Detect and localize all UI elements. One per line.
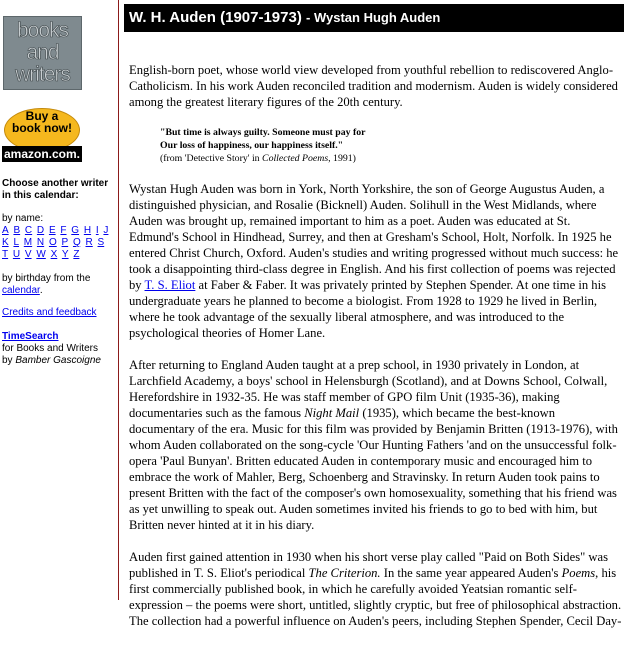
bio-paragraph-2: After returning to England Auden taught at a prep school, in 1930 privately in London, at Larchfield Academy, a boys' school in Helensburgh (Scotland), and at Downs School, Colwall, Herefordshire in 1932-35. He was staff member of GPO film Unit (1935-36), making documentaries such as the famous Night Mail (1935), which became the best-known documentary of the era. Music for this film was provided by Benjamin Britten (1913-1976), with whom Auden collaborated on the song-cycle 'Our Hunting Fathers 'and on the unsuccessful folk-opera 'Paul Bunyan'. Britten educated Auden in contemporary music and encouraged him to embrace the work of Mahler, Berg, Schoenberg and Stravinsky. In return Auden took pains to present Britten with the fact of the composer's own homosexuality, something that his friend was as yet unwilling to speak out. Auden sometimes invited his friends to go to bed with him, but Britten never hinted at it in his diary. xyxy=(129,358,618,532)
timesearch-block xyxy=(2,331,116,367)
choose-writer-heading: Choose another writer in this calendar: xyxy=(2,178,109,201)
letter-link-i[interactable]: I xyxy=(95,225,99,236)
logo-word: and xyxy=(26,41,59,64)
letter-link-c[interactable]: C xyxy=(24,225,33,236)
letter-link-s[interactable]: S xyxy=(97,237,105,248)
letter-link-u[interactable]: U xyxy=(12,249,21,260)
bio-paragraph-3: Auden first gained attention in 1930 when his short verse play called "Paid on Both Sides" was published in T. S. Eliot's periodical The Criterion. In the same year appeared Auden's Poems, his first commercially published book, in which he carefully avoided Yeatsian romantic self-expression – the poems were short, untitled, slightly cryptic, but free of philosophical abstraction. The collection had a powerful influence on Auden's peers, including Stephen Spender, Cecil Day- xyxy=(129,550,622,628)
books-and-writers-logo[interactable] xyxy=(3,16,82,90)
by-name-label: by name: xyxy=(2,213,44,224)
letter-link-t[interactable]: T xyxy=(2,249,9,260)
epigraph-quote xyxy=(160,126,622,165)
letter-link-a[interactable]: A xyxy=(2,225,9,236)
timesearch-author: Bamber Gascoigne xyxy=(15,355,101,366)
letter-link-q[interactable]: Q xyxy=(72,237,81,248)
book-title: Poems xyxy=(561,566,596,580)
by-birthday: by birthday from the calendar. xyxy=(2,273,91,296)
quote-source: (from 'Detective Story' in xyxy=(160,153,260,164)
quote-line: Our loss of happiness, our happiness itself." xyxy=(160,140,344,151)
letter-link-d[interactable]: D xyxy=(36,225,45,236)
letter-link-z[interactable]: Z xyxy=(73,249,80,260)
quote-source-year: , 1991) xyxy=(328,153,356,164)
timesearch-by: by xyxy=(2,355,13,366)
periodical-title: The Criterion. xyxy=(308,566,381,580)
letter-link-e[interactable]: E xyxy=(48,225,56,236)
letter-link-j[interactable]: J xyxy=(103,225,109,236)
bio-paragraph-1: Wystan Hugh Auden was born in York, North Yorkshire, the son of George Augustus Auden, a distinguished physician, and Rosalie (Bicknell) Auden. Solihull in the West Midlands, where Auden was brought up, remained important to him as a poet. Auden was educated at St. Edmund's School in Hindhead, Surrey, and then at Gresham's School, Holt, Norfolk. In 1925 he entered Christ Church, Oxford. Auden's studies and writing progressed without much success: he took a disappointing third-class degree in English. And his first collection of poems was rejected by T. S. Eliot at Faber & Faber. It was privately printed by Stephen Spender. At one time in his undergraduate years he planned to become a biologist. From 1928 to 1929 he lived in Berlin, where he took advantage of the sexually liberal atmosphere, and was introduced to the psychological theories of Homer Lane. xyxy=(129,182,619,340)
letter-link-o[interactable]: O xyxy=(48,237,57,248)
letter-link-p[interactable]: P xyxy=(61,237,69,248)
letter-link-w[interactable]: W xyxy=(36,249,46,260)
letter-link-l[interactable]: L xyxy=(13,237,20,248)
film-title: Night Mail xyxy=(304,406,360,420)
amazon-buy-button[interactable] xyxy=(2,108,80,162)
credits-link[interactable]: Credits and feedback xyxy=(2,307,97,318)
credits-feedback xyxy=(2,307,116,319)
sidebar-divider xyxy=(118,0,119,600)
calendar-link[interactable]: calendar xyxy=(2,285,40,296)
letter-link-r[interactable]: R xyxy=(85,237,93,248)
letter-link-g[interactable]: G xyxy=(71,225,80,236)
letter-link-v[interactable]: V xyxy=(24,249,32,260)
letter-link-y[interactable]: Y xyxy=(61,249,69,260)
logo-word: books xyxy=(16,19,69,42)
letter-link-k[interactable]: K xyxy=(2,237,9,248)
by-birthday-text: by birthday from the xyxy=(2,273,91,284)
letter-link-m[interactable]: M xyxy=(23,237,33,248)
amazon-buy-text: Buy a book now! xyxy=(12,109,72,135)
quote-line: "But time is always guilty. Someone must pay for xyxy=(160,127,366,138)
timesearch-link[interactable]: TimeSearch xyxy=(2,331,59,342)
ts-eliot-link[interactable]: T. S. Eliot xyxy=(144,278,196,292)
author-name: W. H. Auden (1907-1973) xyxy=(129,9,302,26)
alphabet-index xyxy=(2,225,116,261)
letter-link-b[interactable]: B xyxy=(13,225,21,236)
quote-source-book: Collected Poems xyxy=(262,153,329,164)
page-title-bar xyxy=(124,4,624,32)
page-title xyxy=(129,9,440,26)
sidebar xyxy=(0,0,118,600)
author-fullname: - Wystan Hugh Auden xyxy=(306,10,441,25)
amazon-brand: amazon.com. xyxy=(3,147,81,161)
logo-word: writers xyxy=(15,63,70,86)
letter-link-x[interactable]: X xyxy=(50,249,58,260)
letter-link-n[interactable]: N xyxy=(36,237,45,248)
intro-paragraph: English-born poet, whose world view developed from youthful rebellion to rediscovered Anglo-Catholicism. In his work Auden reconciled tradition and modernism. Auden is widely considered among the greatest literary figures of the 20th century. xyxy=(129,63,618,109)
article-body xyxy=(129,62,622,645)
timesearch-desc: for Books and Writers xyxy=(2,343,98,354)
letter-link-f[interactable]: F xyxy=(60,225,67,236)
letter-link-h[interactable]: H xyxy=(83,225,92,236)
